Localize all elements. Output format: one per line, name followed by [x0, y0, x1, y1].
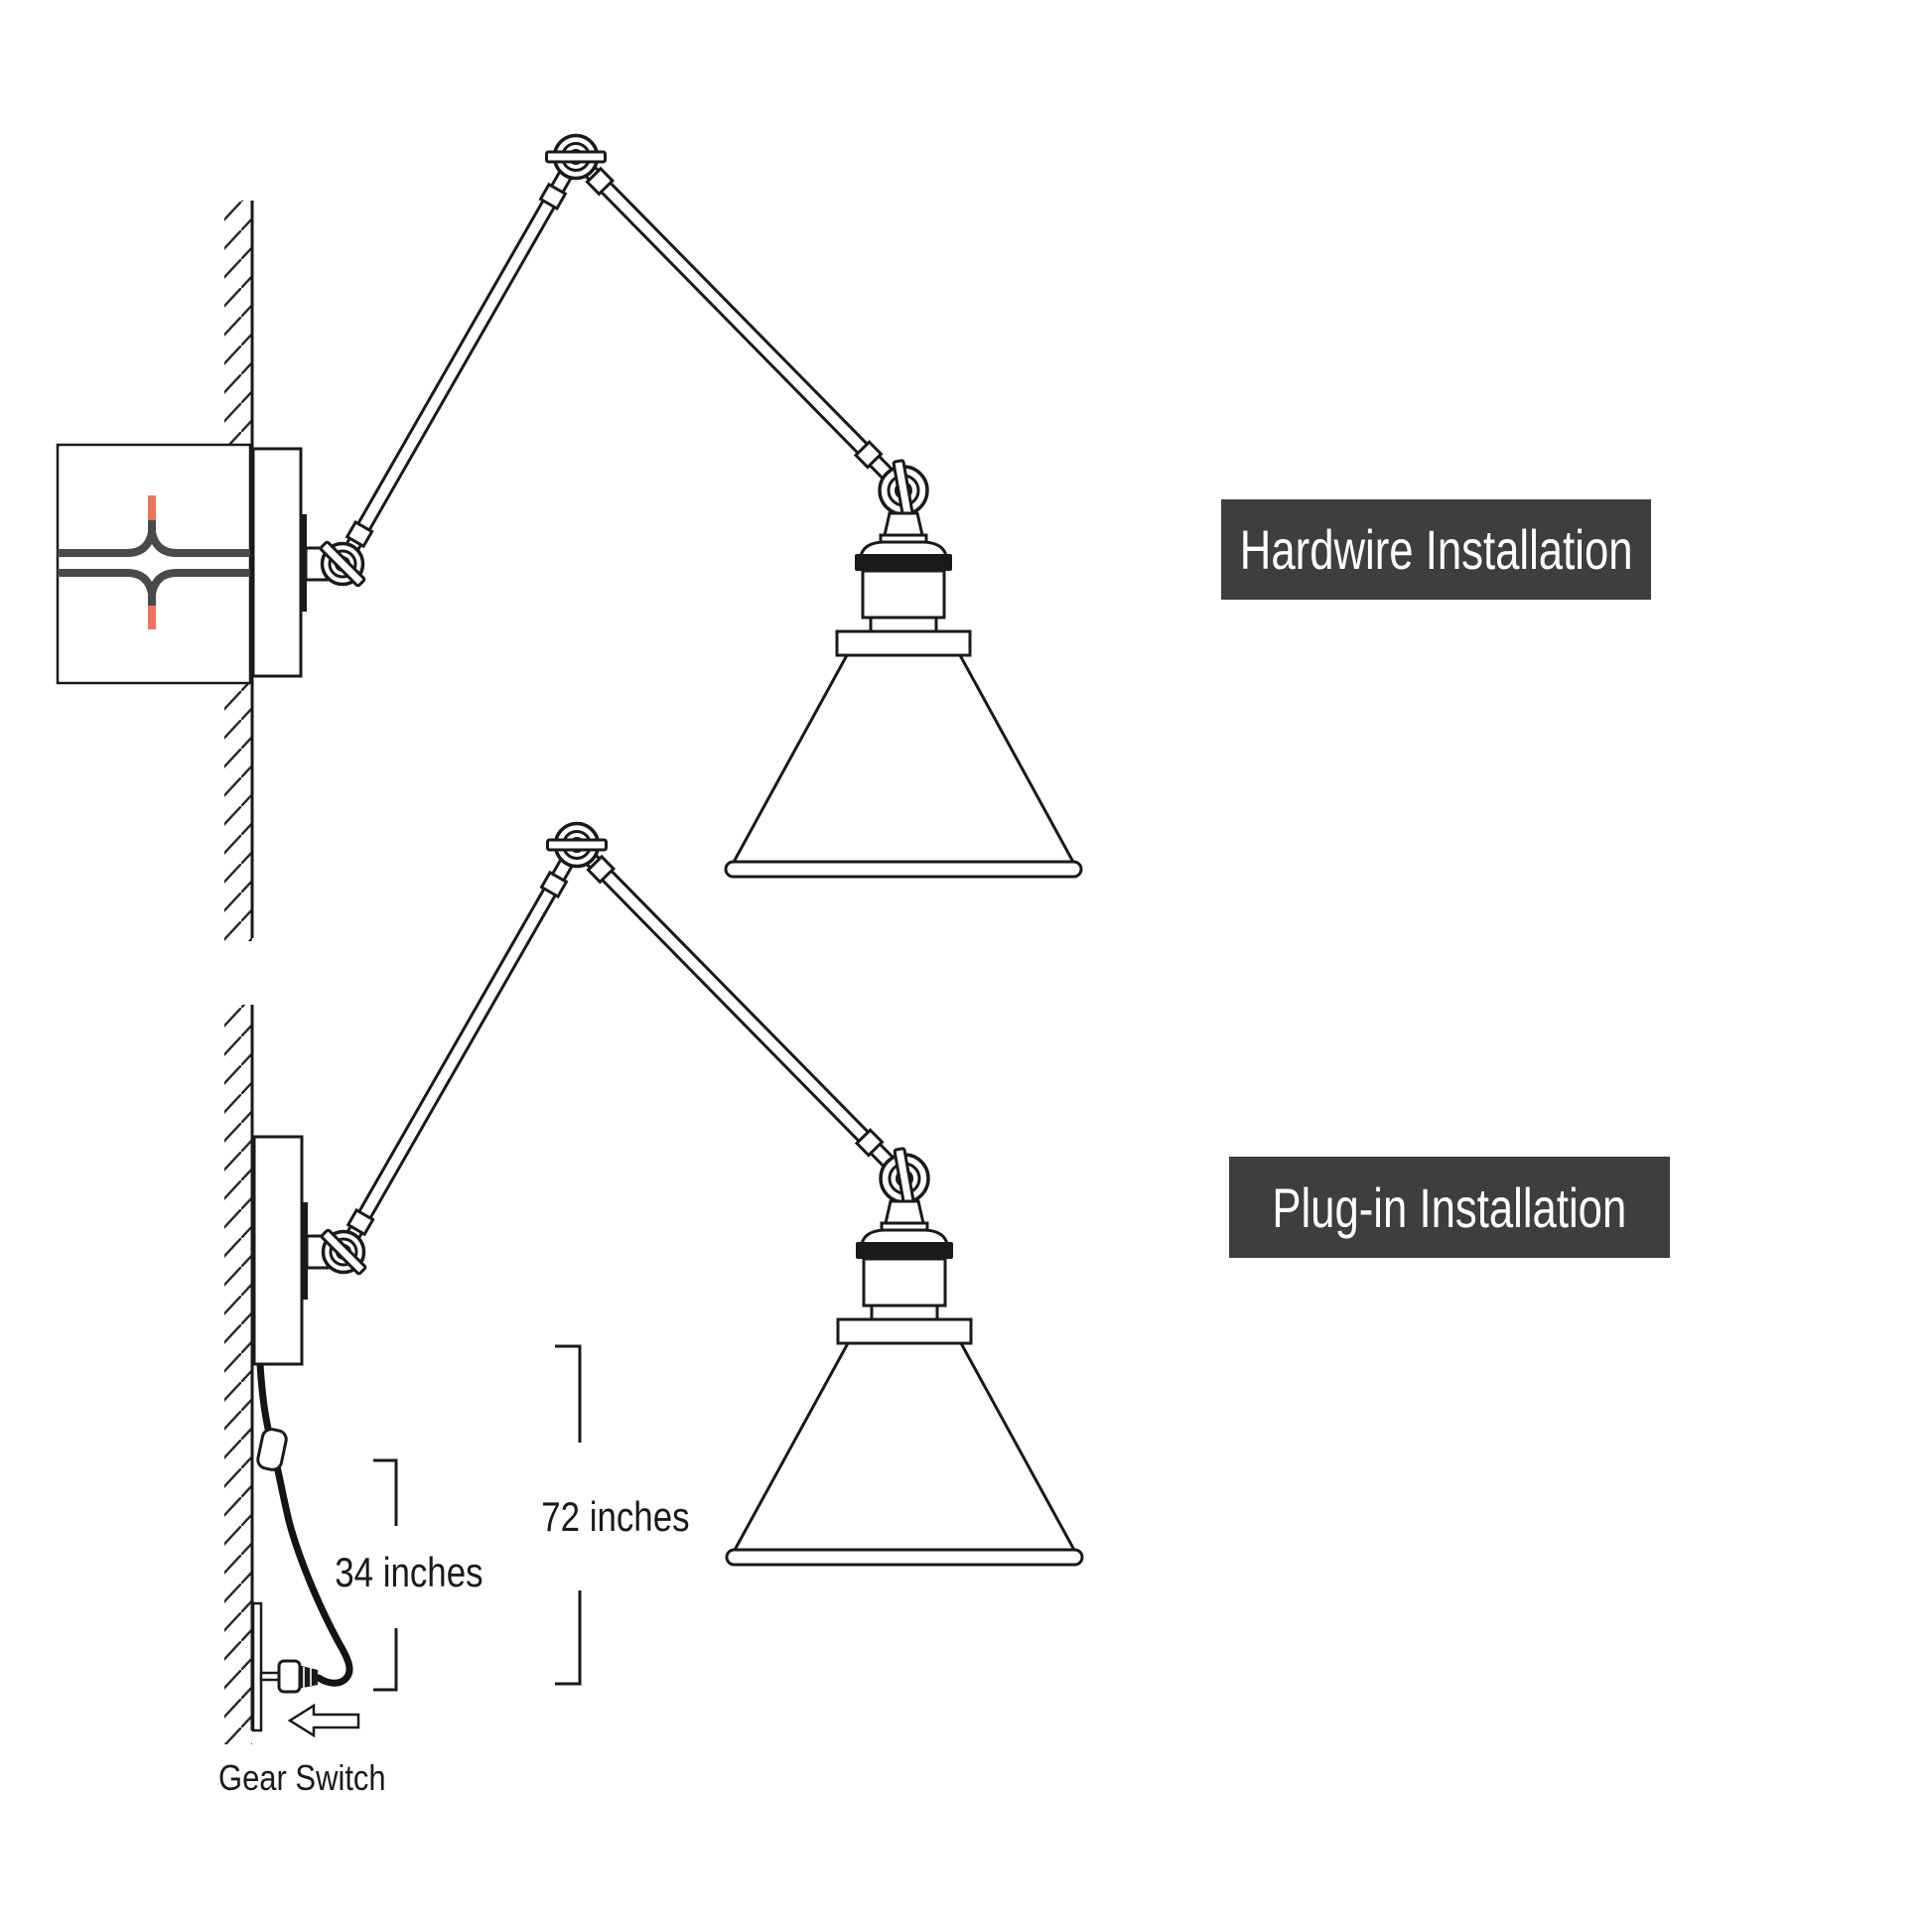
- plugin-diagram: [224, 824, 1082, 1745]
- hardwire-installation-label-text: Hardwire Installation: [1239, 518, 1633, 581]
- plugin-installation-label-text: Plug-in Installation: [1272, 1175, 1627, 1239]
- dimension-34-text: 34 inches: [335, 1549, 483, 1595]
- power-cord: [260, 1364, 349, 1683]
- dimension-72-text: 72 inches: [541, 1493, 690, 1540]
- wall-hatch-lower: [224, 1005, 252, 1744]
- sconce-lamp-plugin: [254, 824, 1082, 1566]
- plugin-installation-label: [1229, 1157, 1670, 1258]
- plug-prong: [261, 1673, 280, 1680]
- junction-box: [58, 445, 250, 683]
- gear-switch-caption: Gear Switch: [218, 1757, 386, 1798]
- outlet-plate: [253, 1603, 261, 1730]
- sconce-lamp-hardwire: [253, 136, 1081, 878]
- hardwire-installation-label: [1221, 499, 1651, 600]
- inline-switch: [256, 1428, 288, 1471]
- plug-body: [279, 1661, 300, 1692]
- hardwire-diagram: [58, 136, 1081, 942]
- power-plug: [261, 1661, 318, 1692]
- left-arrow-icon: [290, 1706, 358, 1735]
